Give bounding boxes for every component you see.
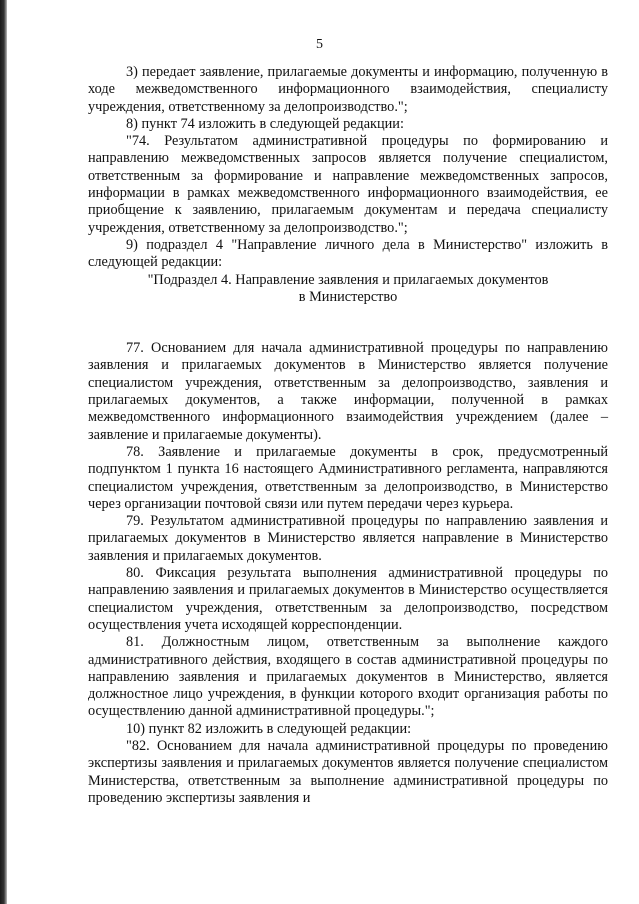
paragraph-item-9: 9) подраздел 4 "Направление личного дела в Министерство" изложить в следующей редакции: xyxy=(88,236,608,271)
subsection-title-line1: "Подраздел 4. Направление заявления и прилагаемых документов xyxy=(147,271,549,288)
paragraph-point-77: 77. Основанием для начала административной процедуры по направлению заявления и прилагаемых документов в Министерство является получение специалистом учреждения, ответственным за делопроизводство, заявления и прилагаемых документов, а также информации, полученной в рамках межведомственного информационного взаимодействия учреждением (далее – заявление и прилагаемые документы). xyxy=(88,340,608,443)
paragraph-point-74: "74. Результатом административной процедуры по формированию и направлению межведомственных запросов является получение специалистом, ответственным за формирование и направление межведомственных запросов, информации в рамках межведомственного информационного взаимодействия, ее приобщение к заявлению, прилагаемым документам и передача специалисту учреждения, ответственному за делопроизводство."; xyxy=(88,133,608,236)
paragraph-item-3: 3) передает заявление, прилагаемые документы и информацию, полученную в ходе межведомственного информационного взаимодействия, специалисту учреждения, ответственному за делопроизводство."; xyxy=(88,64,608,115)
scan-page-edge xyxy=(0,0,7,904)
section-spacer xyxy=(88,306,608,340)
paragraph-item-8: 8) пункт 74 изложить в следующей редакции: xyxy=(126,115,404,132)
subsection-title-line2: в Министерство xyxy=(298,288,398,305)
paragraph-item-10: 10) пункт 82 изложить в следующей редакции: xyxy=(126,720,412,737)
paragraph-point-78: 78. Заявление и прилагаемые документы в срок, предусмотренный подпунктом 1 пункта 16 настоящего Административного регламента, направляются специалистом учреждения, ответственным за делопроизводство, в Министерство через организации почтовой связи или путем передачи через курьера. xyxy=(88,443,608,512)
paragraph-point-79: 79. Результатом административной процедуры по направлению заявления и прилагаемых документов в Министерство является направление в Министерство заявления и прилагаемых документов. xyxy=(88,513,608,564)
paragraph-point-80: 80. Фиксация результата выполнения административной процедуры по направлению заявления и прилагаемых документов в Министерство осуществляется специалистом учреждения, ответственным за делопроизводство, посредством осуществления учета исходящей корреспонденции. xyxy=(88,565,608,633)
paragraph-point-82: "82. Основанием для начала административной процедуры по проведению экспертизы заявления и прилагаемых документов является получение специалистом Министерства, ответственным за выполнение административной процедуры по проведению экспертизы заявления и xyxy=(88,737,608,806)
paragraph-point-81: 81. Должностным лицом, ответственным за выполнение каждого административного действия, входящего в состав административной процедуры по направлению заявления и прилагаемых документов в Министерство, является должностное лицо учреждения, в функции которого входит организация работы по осуществлению данной административной процедуры."; xyxy=(88,634,608,720)
document-body xyxy=(88,64,608,807)
page-number: 5 xyxy=(316,37,323,52)
